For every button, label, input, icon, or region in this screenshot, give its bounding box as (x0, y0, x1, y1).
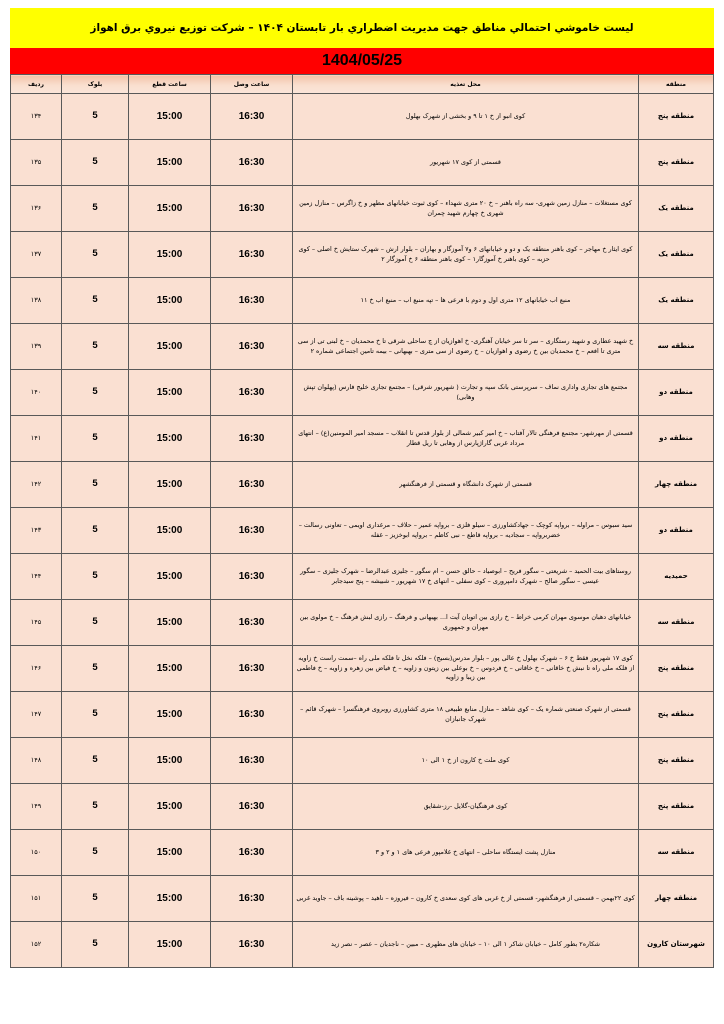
table-row (11, 416, 714, 462)
cell-radif: ۱۳۵ (11, 140, 62, 186)
cell-off-time: 15:00 (129, 462, 211, 508)
table-row (11, 462, 714, 508)
cell-radif: ۱۴۰ (11, 370, 62, 416)
cell-off-time: 15:00 (129, 278, 211, 324)
cell-on-time: 16:30 (211, 416, 293, 462)
cell-location: سيد سبوس – مراوله – برواپه کوچک – جهادکشاورزی – سيلو فلزی – برواپه عمير – حلاف – مرغداری اويمی – تعاونی رسالت –خضربرواپه – سجاديه – برواپه قاطع – نبی کاظم – برواپه ابوخزيز – غفله (293, 508, 639, 554)
cell-block: 5 (62, 232, 129, 278)
cell-zone: منطقه پنج (639, 784, 714, 830)
cell-location: کوی انبو از خ ۱ تا ۹ و بخشی از شهرک بهلول (293, 94, 639, 140)
cell-radif: ۱۳۴ (11, 94, 62, 140)
table-row (11, 186, 714, 232)
cell-off-time: 15:00 (129, 94, 211, 140)
cell-zone: منطقه يک (639, 278, 714, 324)
table-header-row (11, 75, 714, 94)
cell-block: 5 (62, 830, 129, 876)
table-row (11, 370, 714, 416)
cell-location: خ شهيد عطاری و شهيد رستگاری – سر تا سر خيابان آهنگری- خ اهوازيان از چ ساحلی شرقی تا خ محمديان – خ لبنی تی از سی متری تا افعم – خ محمديان بين خ رضوی و اهوازيان – خ رضوی از سی متری – بهبهانی – بيمه تامين اجتماعی شماره ۲ (293, 324, 639, 370)
cell-on-time: 16:30 (211, 600, 293, 646)
cell-radif: ۱۳۶ (11, 186, 62, 232)
table-row (11, 830, 714, 876)
cell-on-time: 16:30 (211, 186, 293, 232)
cell-on-time: 16:30 (211, 462, 293, 508)
cell-on-time: 16:30 (211, 784, 293, 830)
cell-zone: منطقه پنج (639, 738, 714, 784)
cell-radif: ۱۳۸ (11, 278, 62, 324)
cell-zone: منطقه پنج (639, 94, 714, 140)
cell-zone: منطقه دو (639, 416, 714, 462)
cell-zone: منطقه سه (639, 830, 714, 876)
cell-radif: ۱۴۲ (11, 462, 62, 508)
page-banner (10, 8, 714, 48)
column-header-radif: رديف (11, 75, 62, 94)
table-row (11, 646, 714, 692)
cell-on-time: 16:30 (211, 94, 293, 140)
cell-block: 5 (62, 876, 129, 922)
cell-radif: ۱۴۱ (11, 416, 62, 462)
cell-radif: ۱۴۹ (11, 784, 62, 830)
cell-location: منبع اب خيابانهای ۱۲ متری اول و دوم با فرعی ها – تپه منبع اب – منبع اب خ ۱۱ (293, 278, 639, 324)
cell-zone: شهرستان کارون (639, 922, 714, 968)
table-row (11, 922, 714, 968)
table-row (11, 232, 714, 278)
cell-location: شکاره۲ بطور کامل – خيابان شاکر ۱ الی ۱۰ – خيابان های مطهری – مبين – ناجديان – عصر – نصر زيد (293, 922, 639, 968)
page-title: ليست خاموشي احتمالي مناطق جهت مديريت اضطراري بار تابستان ۱۴۰۴ – شرکت توزيع نيروي برق اهواز (90, 21, 634, 34)
column-header-location: محل تغذيه (293, 75, 639, 94)
cell-radif: ۱۴۶ (11, 646, 62, 692)
cell-location: قسمتی از شهرک صنعتی شماره يک – کوی شاهد – منازل منابع طبيعی ۱۸ متری کشاورزی روبروی فرهنگسرا – شهرک قائم – شهرک جانبازان (293, 692, 639, 738)
cell-block: 5 (62, 600, 129, 646)
column-header-block: بلوک (62, 75, 129, 94)
cell-radif: ۱۵۲ (11, 922, 62, 968)
cell-on-time: 16:30 (211, 876, 293, 922)
table-row (11, 738, 714, 784)
cell-zone: منطقه پنج (639, 140, 714, 186)
cell-radif: ۱۳۷ (11, 232, 62, 278)
table-row (11, 278, 714, 324)
cell-on-time: 16:30 (211, 554, 293, 600)
cell-zone: منطقه چهار (639, 462, 714, 508)
cell-block: 5 (62, 784, 129, 830)
table-header (11, 75, 714, 94)
cell-on-time: 16:30 (211, 232, 293, 278)
cell-location: روستاهای بيت الحميد – شريعتی – سگور فريح – ابوصياد – حالق حسن – ام سگور – جليزی عبدالرضا – شهرک جليزی – سگور عيسی – سگور صالح – شهرک دامپروری – کوی سفلی – انتهای خ ۱۷ شهريور – شبيشه – پنج سيدجابر (293, 554, 639, 600)
schedule-date: 1404/05/25 (321, 52, 403, 69)
column-header-off-time: ساعت قطع (129, 75, 211, 94)
cell-block: 5 (62, 646, 129, 692)
cell-radif: ۱۵۰ (11, 830, 62, 876)
cell-zone: منطقه سه (639, 600, 714, 646)
column-header-on-time: ساعت وصل (211, 75, 293, 94)
cell-block: 5 (62, 554, 129, 600)
cell-on-time: 16:30 (211, 370, 293, 416)
cell-off-time: 15:00 (129, 876, 211, 922)
cell-off-time: 15:00 (129, 324, 211, 370)
cell-block: 5 (62, 692, 129, 738)
table-row (11, 508, 714, 554)
cell-location: قسمتی از شهرک دانشگاه و قسمتی از فرهنگشهر (293, 462, 639, 508)
cell-radif: ۱۵۱ (11, 876, 62, 922)
cell-location: خيابانهای دهبان موسوی مهران کرمی خراط – خ رازی بين اتوبان آيت ا... بهبهانی و فرهنگ – رازی لبش فرهنگ – خ مولوی بين مهران و جمهوری (293, 600, 639, 646)
cell-off-time: 15:00 (129, 370, 211, 416)
cell-radif: ۱۴۵ (11, 600, 62, 646)
cell-on-time: 16:30 (211, 508, 293, 554)
cell-on-time: 16:30 (211, 830, 293, 876)
cell-zone: منطقه يک (639, 232, 714, 278)
cell-on-time: 16:30 (211, 278, 293, 324)
table-row (11, 324, 714, 370)
cell-location: کوی مستغلات – منازل زمين شهری- سه راه باهنر – خ ۲۰ متری شهداء – کوی ثبوت خيابانهای مطهر و خ زاگرس – منازل زمين شهری خ چهارم شهيد چمران (293, 186, 639, 232)
table-row (11, 94, 714, 140)
cell-zone: منطقه دو (639, 370, 714, 416)
cell-radif: ۱۴۴ (11, 554, 62, 600)
cell-on-time: 16:30 (211, 692, 293, 738)
cell-off-time: 15:00 (129, 232, 211, 278)
table-row (11, 554, 714, 600)
cell-location: کوی فرهنگيان-گلايل -رز-شقايق (293, 784, 639, 830)
cell-off-time: 15:00 (129, 738, 211, 784)
cell-zone: حميديه (639, 554, 714, 600)
cell-off-time: 15:00 (129, 186, 211, 232)
cell-location: قسمتی از مهرشهر- مجتمع فرهنگی تالار آفتاب – خ امير کبير شمالی از بلوار قدس تا انقلاب – مسجد امير المومنين(ع) – انتهای مرداد غربی گاراژپارس از وهابی تا ريل قطار (293, 416, 639, 462)
cell-on-time: 16:30 (211, 140, 293, 186)
cell-location: منازل پشت ايستگاه ساحلی – انتهای خ غلامپور فرعی های ۱ و ۲ و ۳ (293, 830, 639, 876)
cell-block: 5 (62, 370, 129, 416)
table-row (11, 140, 714, 186)
cell-zone: منطقه پنج (639, 646, 714, 692)
cell-block: 5 (62, 186, 129, 232)
cell-off-time: 15:00 (129, 646, 211, 692)
cell-zone: منطقه يک (639, 186, 714, 232)
cell-off-time: 15:00 (129, 692, 211, 738)
cell-off-time: 15:00 (129, 416, 211, 462)
cell-block: 5 (62, 94, 129, 140)
table-row (11, 600, 714, 646)
cell-block: 5 (62, 324, 129, 370)
cell-off-time: 15:00 (129, 784, 211, 830)
cell-off-time: 15:00 (129, 554, 211, 600)
cell-radif: ۱۴۸ (11, 738, 62, 784)
cell-block: 5 (62, 416, 129, 462)
cell-location: قسمتی از کوی ۱۷ شهريور (293, 140, 639, 186)
cell-off-time: 15:00 (129, 508, 211, 554)
column-header-zone: منطقه (639, 75, 714, 94)
cell-block: 5 (62, 508, 129, 554)
cell-zone: منطقه دو (639, 508, 714, 554)
table-body (11, 94, 714, 968)
cell-on-time: 16:30 (211, 324, 293, 370)
cell-location: کوی ايثار خ مهاجر – کوی باهنر منطقه يک و دو و خيابانهای ۶ و۷ آموزگار و بهاران – بلوار ارش – شهرک ستايش خ اصلی – کوی حزبه – کوی باهنر خ آموزگار۱ – کوی باهنر منطقه ۶ خ آموزگار ۲ (293, 232, 639, 278)
cell-location: کوی ۲۲بهمن – قسمتی از فرهنگشهر- قسمتی از خ غربی های کوی سعدی خ کارون – فيروزه – ناهيد – پوشينه باف – جاويد غربی (293, 876, 639, 922)
cell-off-time: 15:00 (129, 140, 211, 186)
cell-zone: منطقه پنج (639, 692, 714, 738)
cell-zone: منطقه سه (639, 324, 714, 370)
cell-radif: ۱۴۳ (11, 508, 62, 554)
cell-location: کوی ملت خ کارون از خ ۱ الی ۱۰ (293, 738, 639, 784)
cell-off-time: 15:00 (129, 830, 211, 876)
cell-radif: ۱۳۹ (11, 324, 62, 370)
cell-off-time: 15:00 (129, 600, 211, 646)
cell-on-time: 16:30 (211, 646, 293, 692)
table-row (11, 876, 714, 922)
table-row (11, 692, 714, 738)
cell-on-time: 16:30 (211, 738, 293, 784)
cell-block: 5 (62, 462, 129, 508)
cell-block: 5 (62, 738, 129, 784)
outage-schedule-table (10, 74, 714, 968)
cell-location: کوی ۱۷ شهريور فقط خ ۶ – شهرک بهلول خ عالی پور – بلوار مدرس(بسيج) – فلکه نخل تا فلکه ملی راه –سمت راست خ زاويه از فلکه ملی راه تا نبش خ خاقانی – خ خاقانی – خ فردوس – خ بوعلی بين زيتون و زاويه – خ فياض بين زهره و زاويه – خ فاطمی بين زيبا و زاويه (293, 646, 639, 692)
date-bar (10, 48, 714, 74)
cell-on-time: 16:30 (211, 922, 293, 968)
cell-block: 5 (62, 922, 129, 968)
table-row (11, 784, 714, 830)
cell-off-time: 15:00 (129, 922, 211, 968)
cell-block: 5 (62, 278, 129, 324)
cell-block: 5 (62, 140, 129, 186)
cell-radif: ۱۴۷ (11, 692, 62, 738)
cell-location: مجتمع های تجاری واداری نماف – سرپرستی بانک سپه و تجارت ( شهريور شرقی) – مجتمع تجاری خليج فارس (پهلوان تپش وهابی) (293, 370, 639, 416)
cell-zone: منطقه چهار (639, 876, 714, 922)
